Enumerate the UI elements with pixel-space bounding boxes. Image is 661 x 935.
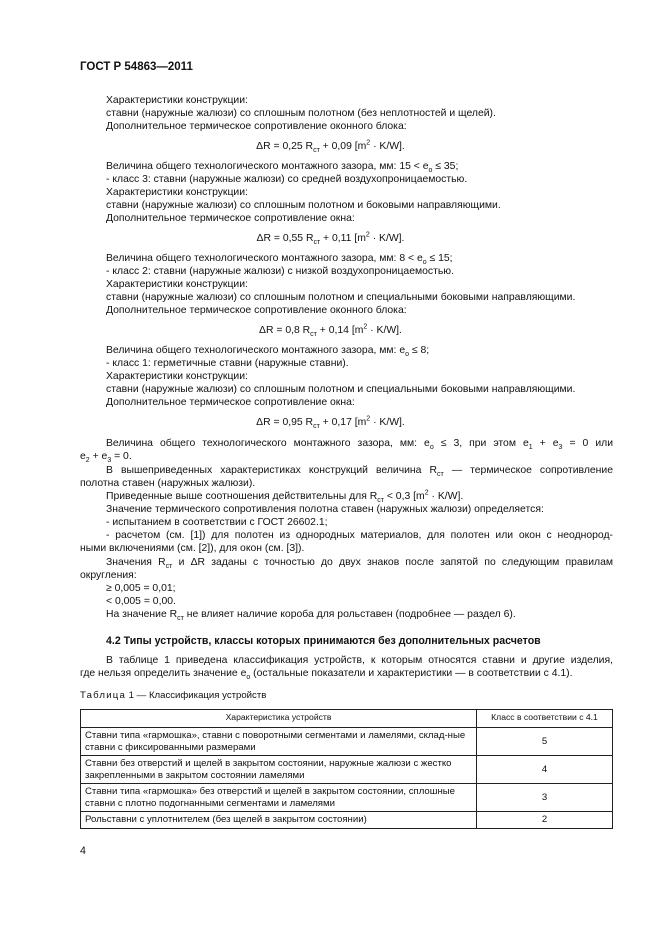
text-line: < 0,005 = 0,00. bbox=[106, 596, 176, 607]
text-line: Приведенные выше соотношения действительны для $R_{ст} < 0,3$ $[m^2 \cdot K/W]$. bbox=[106, 489, 464, 505]
text-line: - испытанием в соответствии с ГОСТ 26602.1; bbox=[106, 517, 328, 528]
text-line: Дополнительное термическое сопротивление оконного блока: bbox=[106, 121, 407, 132]
text-line: Значения $R_{ст}$ и ΔR заданы с точностью до двух знаков после запятой по следующим правилам bbox=[106, 557, 613, 571]
header-class: Класс в соответствии с 4.1 bbox=[477, 710, 613, 728]
text-line: - расчетом (см. [1]) для полотен из однородных материалов, для полотен или окон с неоднород- bbox=[106, 530, 613, 541]
classification-table bbox=[80, 709, 613, 829]
row-description: Ставни типа «гармошка» без отверстий и щелей в закрытом состоянии, сплошные ставни с плотно подогнанными сегментами и ламелями bbox=[81, 784, 477, 812]
text-line: ными включениями (см. [2]), для окон (см. [3]). bbox=[80, 543, 305, 554]
text-line: - класс 1: герметичные ставни (наружные ставни). bbox=[106, 358, 349, 369]
row-description: Ставни типа «гармошка», ставни с поворотными сегментами и ламелями, склад-ные ставни с фиксированными размерами bbox=[81, 728, 477, 756]
text-line: $e_2 + e_3 = 0$. bbox=[80, 451, 132, 465]
row-class: 4 bbox=[477, 756, 613, 784]
row-description: Рольставни с уплотнителем (без щелей в закрытом состоянии) bbox=[81, 812, 477, 829]
row-class: 3 bbox=[477, 784, 613, 812]
text-line: округления: bbox=[80, 570, 137, 581]
section-heading: 4.2 Типы устройств, классы которых принимаются без дополнительных расчетов bbox=[106, 635, 541, 647]
text-line: - класс 3: ставни (наружные жалюзи) со средней воздухопроницаемостью. bbox=[106, 174, 468, 185]
text-line: Дополнительное термическое сопротивление оконного блока: bbox=[106, 305, 407, 316]
table-row bbox=[81, 812, 613, 829]
text-line: ставни (наружные жалюзи) со сплошным полотном и специальными боковыми направляющими. bbox=[106, 384, 576, 395]
row-class: 5 bbox=[477, 728, 613, 756]
text-line: - класс 2: ставни (наружные жалюзи) с низкой воздухопроницаемостью. bbox=[106, 266, 454, 277]
row-description: Ставни без отверстий и щелей в закрытом состоянии, наружные жалюзи с жестко закрепленными в закрытом состоянии ламелями bbox=[81, 756, 477, 784]
text-line: Величина общего технологического монтажного зазора, мм: $15 < e_о \le 35$; bbox=[106, 161, 459, 175]
text-line: На значение $R_{ст}$ не влияет наличие короба для рольставен (подробнее — раздел 6). bbox=[106, 609, 516, 623]
table-header-row bbox=[81, 710, 613, 728]
formula-3: ΔR = 0,8 $R_{ст} + 0,14$ $[m^2 \cdot K/W]$. bbox=[259, 323, 402, 339]
text-line: ставни (наружные жалюзи) со сплошным полотном и боковыми направляющими. bbox=[106, 200, 501, 211]
table-caption: Таблица 1 — Классификация устройств bbox=[80, 690, 267, 701]
text-line: Характеристики конструкции: bbox=[106, 95, 248, 106]
table-row bbox=[81, 728, 613, 756]
text-line: Величина общего технологического монтажного зазора, мм: $e_о \le 8$; bbox=[106, 345, 430, 359]
text-line: Величина общего технологического монтажного зазора, мм: $e_о \le 3$, при этом $e_1 + e_3 = 0$ или bbox=[106, 438, 613, 452]
text-line: Характеристики конструкции: bbox=[106, 371, 248, 382]
table-row bbox=[81, 784, 613, 812]
table-row bbox=[81, 756, 613, 784]
text-line: ставни (наружные жалюзи) со сплошным полотном и специальными боковыми направляющими. bbox=[106, 292, 576, 303]
header-characteristic: Характеристика устройств bbox=[81, 710, 477, 728]
text-line: Характеристики конструкции: bbox=[106, 187, 248, 198]
text-line: полотна ставен (наружных жалюзи). bbox=[80, 478, 256, 489]
text-line: В таблице 1 приведена классификация устройств, к которым относятся ставни и другие изделия, bbox=[106, 655, 613, 666]
text-line: Дополнительное термическое сопротивление окна: bbox=[106, 397, 355, 408]
text-line: где нельзя определить значение $e_о$ (остальные показатели и характеристики — в соответствии с 4.1). bbox=[80, 668, 573, 682]
row-class: 2 bbox=[477, 812, 613, 829]
text-line: Дополнительное термическое сопротивление окна: bbox=[106, 213, 355, 224]
formula-4: ΔR = 0,95 $R_{ст} + 0,17$ $[m^2 \cdot K/W]$. bbox=[256, 415, 405, 431]
text-line: Значение термического сопротивления полотна ставен (наружных жалюзи) определяется: bbox=[106, 504, 544, 515]
document-header: ГОСТ Р 54863—2011 bbox=[80, 61, 193, 73]
text-line: Величина общего технологического монтажного зазора, мм: $8 < e_о \le 15$; bbox=[106, 253, 453, 267]
page-number: 4 bbox=[80, 845, 86, 857]
text-line: ставни (наружные жалюзи) со сплошным полотном (без неплотностей и щелей). bbox=[106, 108, 496, 119]
formula-2: ΔR = 0,55 $R_{ст} + 0,11$ $[m^2 \cdot K/W]$. bbox=[256, 231, 405, 247]
text-line: В вышеприведенных характеристиках конструкций величина $R_{ст}$ — термическое сопротивление bbox=[106, 465, 613, 479]
formula-1: ΔR = 0,25 $R_{ст} + 0,09$ $[m^2 \cdot K/W]$. bbox=[256, 139, 405, 155]
text-line: ≥ 0,005 = 0,01; bbox=[106, 583, 176, 594]
text-line: Характеристики конструкции: bbox=[106, 279, 248, 290]
